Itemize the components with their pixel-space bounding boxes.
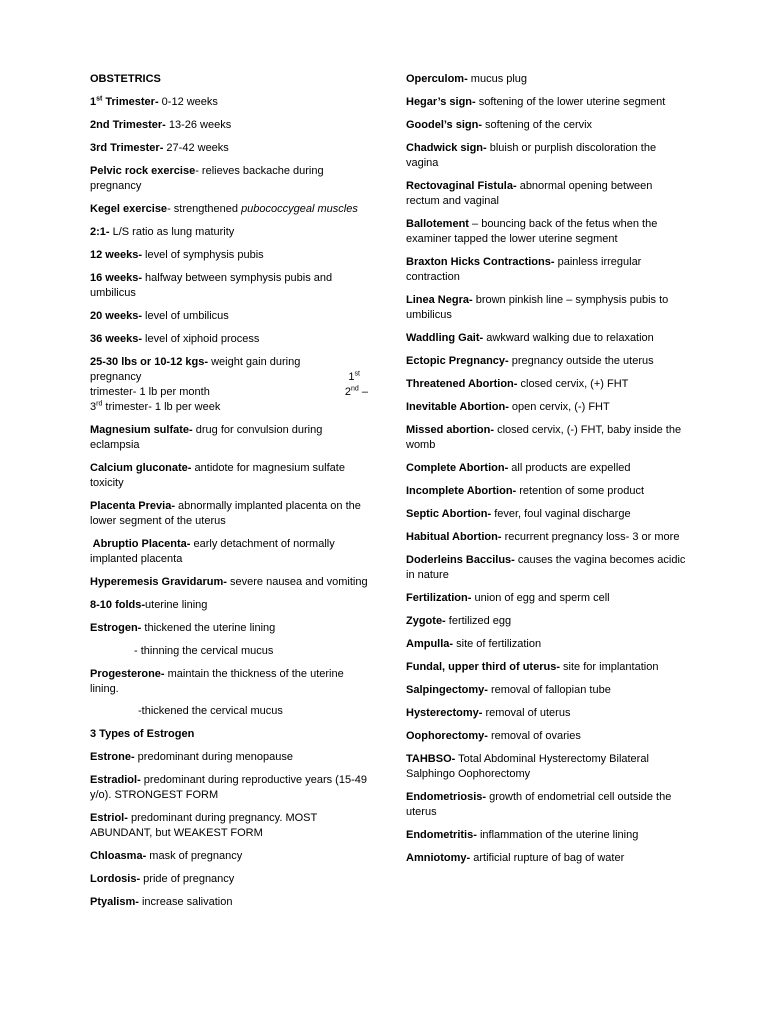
term: TAHBSO-	[406, 753, 456, 765]
definition-italic: pubococcygeal muscles	[241, 203, 358, 215]
definition: softening of the cervix	[482, 119, 593, 131]
term: 8-10 folds-	[90, 599, 146, 611]
definition: thickened the uterine lining	[141, 622, 276, 634]
entry-12-weeks	[90, 248, 368, 263]
term: Magnesium sulfate-	[90, 424, 193, 436]
weight-gain-line-4: 3rd trimester- 1 lb per week	[90, 400, 221, 413]
definition: growth of endometrial cell outside the uterus	[406, 791, 672, 818]
definition: all products are expelled	[508, 462, 631, 474]
term: 12 weeks-	[90, 249, 142, 261]
term: 16 weeks-	[90, 272, 142, 284]
term: Missed abortion-	[406, 424, 495, 436]
entry-ls-ratio	[90, 225, 368, 240]
definition: – bouncing back of the fetus when the examiner tapped the lower uterine segment	[406, 218, 658, 245]
term: Rectovaginal Fistula-	[406, 180, 517, 192]
term: 2:1-	[90, 226, 110, 238]
definition: bluish or purplish discoloration the vagina	[406, 142, 657, 169]
document-title: OBSTETRICS	[90, 73, 161, 85]
entry-operculum	[406, 72, 688, 87]
term: Threatened Abortion-	[406, 378, 518, 390]
entry-abruptio-placenta	[90, 537, 368, 567]
definition: recurrent pregnancy loss- 3 or more	[501, 531, 680, 543]
entry-hysterectomy	[406, 706, 688, 721]
entry-estradiol	[90, 773, 368, 803]
definition: maintain the thickness of the uterine lining.	[90, 668, 344, 695]
definition: retention of some product	[516, 485, 644, 497]
entry-pelvic-rock	[90, 164, 368, 194]
term: Incomplete Abortion-	[406, 485, 517, 497]
entry-16-weeks	[90, 271, 368, 301]
definition: drug for convulsion during eclampsia	[90, 424, 323, 451]
entry-chloasma	[90, 849, 368, 864]
term: Goodel’s sign-	[406, 119, 482, 131]
term: 36 weeks-	[90, 333, 142, 345]
term: Chloasma-	[90, 850, 147, 862]
entry-types-of-estrogen	[90, 727, 368, 742]
entry-estrone	[90, 750, 368, 765]
definition: mask of pregnancy	[146, 850, 243, 862]
entry-habitual-abortion	[406, 530, 688, 545]
entry-ectopic-pregnancy	[406, 354, 688, 369]
term: Lordosis-	[90, 873, 141, 885]
entry-36-weeks	[90, 332, 368, 347]
definition: early detachment of normally implanted placenta	[90, 538, 335, 565]
entry-placenta-previa	[90, 499, 368, 529]
definition: site of fertilization	[453, 638, 542, 650]
term: 3 Types of Estrogen	[90, 728, 195, 740]
definition: level of xiphoid process	[141, 333, 260, 345]
entry-threatened-abortion	[406, 377, 688, 392]
term: Endometritis-	[406, 829, 477, 841]
definition: fertilized egg	[445, 615, 512, 627]
term: Oophorectomy-	[406, 730, 488, 742]
term: Chadwick sign-	[406, 142, 487, 154]
term: 1st Trimester-	[90, 95, 159, 108]
definition: removal of uterus	[482, 707, 571, 719]
definition: removal of ovaries	[487, 730, 581, 742]
entry-complete-abortion	[406, 461, 688, 476]
term: Estriol-	[90, 812, 128, 824]
term: Zygote-	[406, 615, 446, 627]
definition: 0-12 weeks	[158, 96, 218, 108]
term: Ballotement	[406, 218, 469, 230]
entry-magnesium-sulfate	[90, 423, 368, 453]
term: Braxton Hicks Contractions-	[406, 256, 555, 268]
entry-progesterone	[90, 667, 368, 719]
entry-rectovaginal-fistula	[406, 179, 688, 209]
term: Amniotomy-	[406, 852, 471, 864]
entry-linea-negra	[406, 293, 688, 323]
definition: closed cervix, (-) FHT, baby inside the womb	[406, 424, 682, 451]
term: Ptyalism-	[90, 896, 139, 908]
weight-gain-line-3: trimester- 1 lb per month 2nd –	[90, 385, 368, 398]
term: Hyperemesis Gravidarum-	[90, 576, 227, 588]
left-column	[90, 72, 368, 918]
entry-chadwick-sign	[406, 141, 688, 171]
definition: predominant during pregnancy. MOST ABUNDANT, but WEAKEST FORM	[90, 812, 318, 839]
entry-endometritis	[406, 828, 688, 843]
entry-ballotement	[406, 217, 688, 247]
definition: painless irregular contraction	[406, 256, 642, 283]
definition: pride of pregnancy	[140, 873, 235, 885]
definition: halfway between symphysis pubis and umbilicus	[90, 272, 333, 299]
entry-septic-abortion	[406, 507, 688, 522]
term: Placenta Previa-	[90, 500, 175, 512]
definition: predominant during reproductive years (15-49 y/o). STRONGEST FORM	[90, 774, 367, 801]
entry-endometriosis	[406, 790, 688, 820]
definition: level of symphysis pubis	[141, 249, 264, 261]
term: Operculom-	[406, 73, 468, 85]
entry-missed-abortion	[406, 423, 688, 453]
right-column	[406, 72, 688, 874]
definition: inflammation of the uterine lining	[476, 829, 639, 841]
definition: removal of fallopian tube	[487, 684, 611, 696]
entry-third-trimester	[90, 141, 368, 156]
entry-fertilization	[406, 591, 688, 606]
definition: union of egg and sperm cell	[471, 592, 610, 604]
entry-salpingectomy	[406, 683, 688, 698]
definition: uterine lining	[145, 599, 208, 611]
entry-ampulla	[406, 637, 688, 652]
definition: Total Abdominal Hysterectomy Bilateral Salphingo Oophorectomy	[406, 753, 649, 780]
entry-goodel-sign	[406, 118, 688, 133]
entry-doderleins-baccilus	[406, 553, 688, 583]
entry-zygote	[406, 614, 688, 629]
definition: - relieves backache during pregnancy	[90, 165, 324, 192]
entry-braxton-hicks	[406, 255, 688, 285]
term: Waddling Gait-	[406, 332, 484, 344]
definition: open cervix, (-) FHT	[508, 401, 610, 413]
definition: pregnancy outside the uterus	[508, 355, 654, 367]
term: 3rd Trimester-	[90, 142, 164, 154]
entry-calcium-gluconate	[90, 461, 368, 491]
definition: softening of the lower uterine segment	[475, 96, 666, 108]
entry-second-trimester	[90, 118, 368, 133]
definition: fever, foul vaginal discharge	[491, 508, 631, 520]
definition: awkward walking due to relaxation	[483, 332, 654, 344]
definition: predominant during menopause	[134, 751, 294, 763]
entry-estriol	[90, 811, 368, 841]
entry-incomplete-abortion	[406, 484, 688, 499]
term: Estrone-	[90, 751, 135, 763]
entry-fundal	[406, 660, 688, 675]
term: 20 weeks-	[90, 310, 142, 322]
definition: closed cervix, (+) FHT	[517, 378, 629, 390]
entry-oophorectomy	[406, 729, 688, 744]
entry-waddling-gait	[406, 331, 688, 346]
entry-weight-gain	[90, 355, 368, 415]
definition: weight gain during	[208, 356, 301, 368]
definition: artificial rupture of bag of water	[470, 852, 625, 864]
entry-folds	[90, 598, 368, 613]
entry-ptyalism	[90, 895, 368, 910]
definition: 13-26 weeks	[165, 119, 232, 131]
entry-kegel	[90, 202, 368, 217]
entry-lordosis	[90, 872, 368, 887]
definition: L/S ratio as lung maturity	[109, 226, 235, 238]
definition: 27-42 weeks	[163, 142, 229, 154]
definition: abnormal opening between rectum and vaginal	[406, 180, 653, 207]
term: 25-30 lbs or 10-12 kgs-	[90, 356, 209, 368]
entry-20-weeks	[90, 309, 368, 324]
term: Hegar’s sign-	[406, 96, 476, 108]
entry-first-trimester	[90, 95, 368, 110]
definition: - strengthened	[167, 203, 242, 215]
definition: causes the vagina becomes acidic in nature	[406, 554, 686, 581]
term: Progesterone-	[90, 668, 165, 680]
term: Abruptio Placenta-	[90, 538, 191, 550]
term: Calcium gluconate-	[90, 462, 192, 474]
definition: site for implantation	[560, 661, 659, 673]
term: Estradiol-	[90, 774, 141, 786]
sub-definition: - thinning the cervical mucus	[134, 645, 274, 657]
term: Complete Abortion-	[406, 462, 509, 474]
term: Linea Negra-	[406, 294, 473, 306]
definition: abnormally implanted placenta on the lower segment of the uterus	[90, 500, 361, 527]
entry-hyperemesis	[90, 575, 368, 590]
term: Endometriosis-	[406, 791, 487, 803]
entry-amniotomy	[406, 851, 688, 866]
term: Pelvic rock exercise	[90, 165, 196, 177]
entry-tahbso	[406, 752, 688, 782]
definition: brown pinkish line – symphysis pubis to umbilicus	[406, 294, 669, 321]
term: Estrogen-	[90, 622, 142, 634]
weight-gain-line-2: pregnancy 1st	[90, 370, 360, 383]
entry-inevitable-abortion	[406, 400, 688, 415]
term: Ectopic Pregnancy-	[406, 355, 509, 367]
entry-estrogen	[90, 621, 368, 659]
term: Salpingectomy-	[406, 684, 488, 696]
term: Inevitable Abortion-	[406, 401, 509, 413]
definition: antidote for magnesium sulfate toxicity	[90, 462, 345, 489]
entry-hegar-sign	[406, 95, 688, 110]
term: Fertilization-	[406, 592, 472, 604]
definition: increase salivation	[138, 896, 233, 908]
term: Fundal, upper third of uterus-	[406, 661, 560, 673]
term: Kegel exercise	[90, 203, 168, 215]
definition: mucus plug	[467, 73, 528, 85]
term: Ampulla-	[406, 638, 454, 650]
term: 2nd Trimester-	[90, 119, 166, 131]
term: Hysterectomy-	[406, 707, 483, 719]
definition: severe nausea and vomiting	[226, 576, 368, 588]
term: Habitual Abortion-	[406, 531, 502, 543]
sub-definition: -thickened the cervical mucus	[138, 705, 283, 717]
term: Doderleins Baccilus-	[406, 554, 515, 566]
term: Septic Abortion-	[406, 508, 492, 520]
definition: level of umbilicus	[141, 310, 229, 322]
